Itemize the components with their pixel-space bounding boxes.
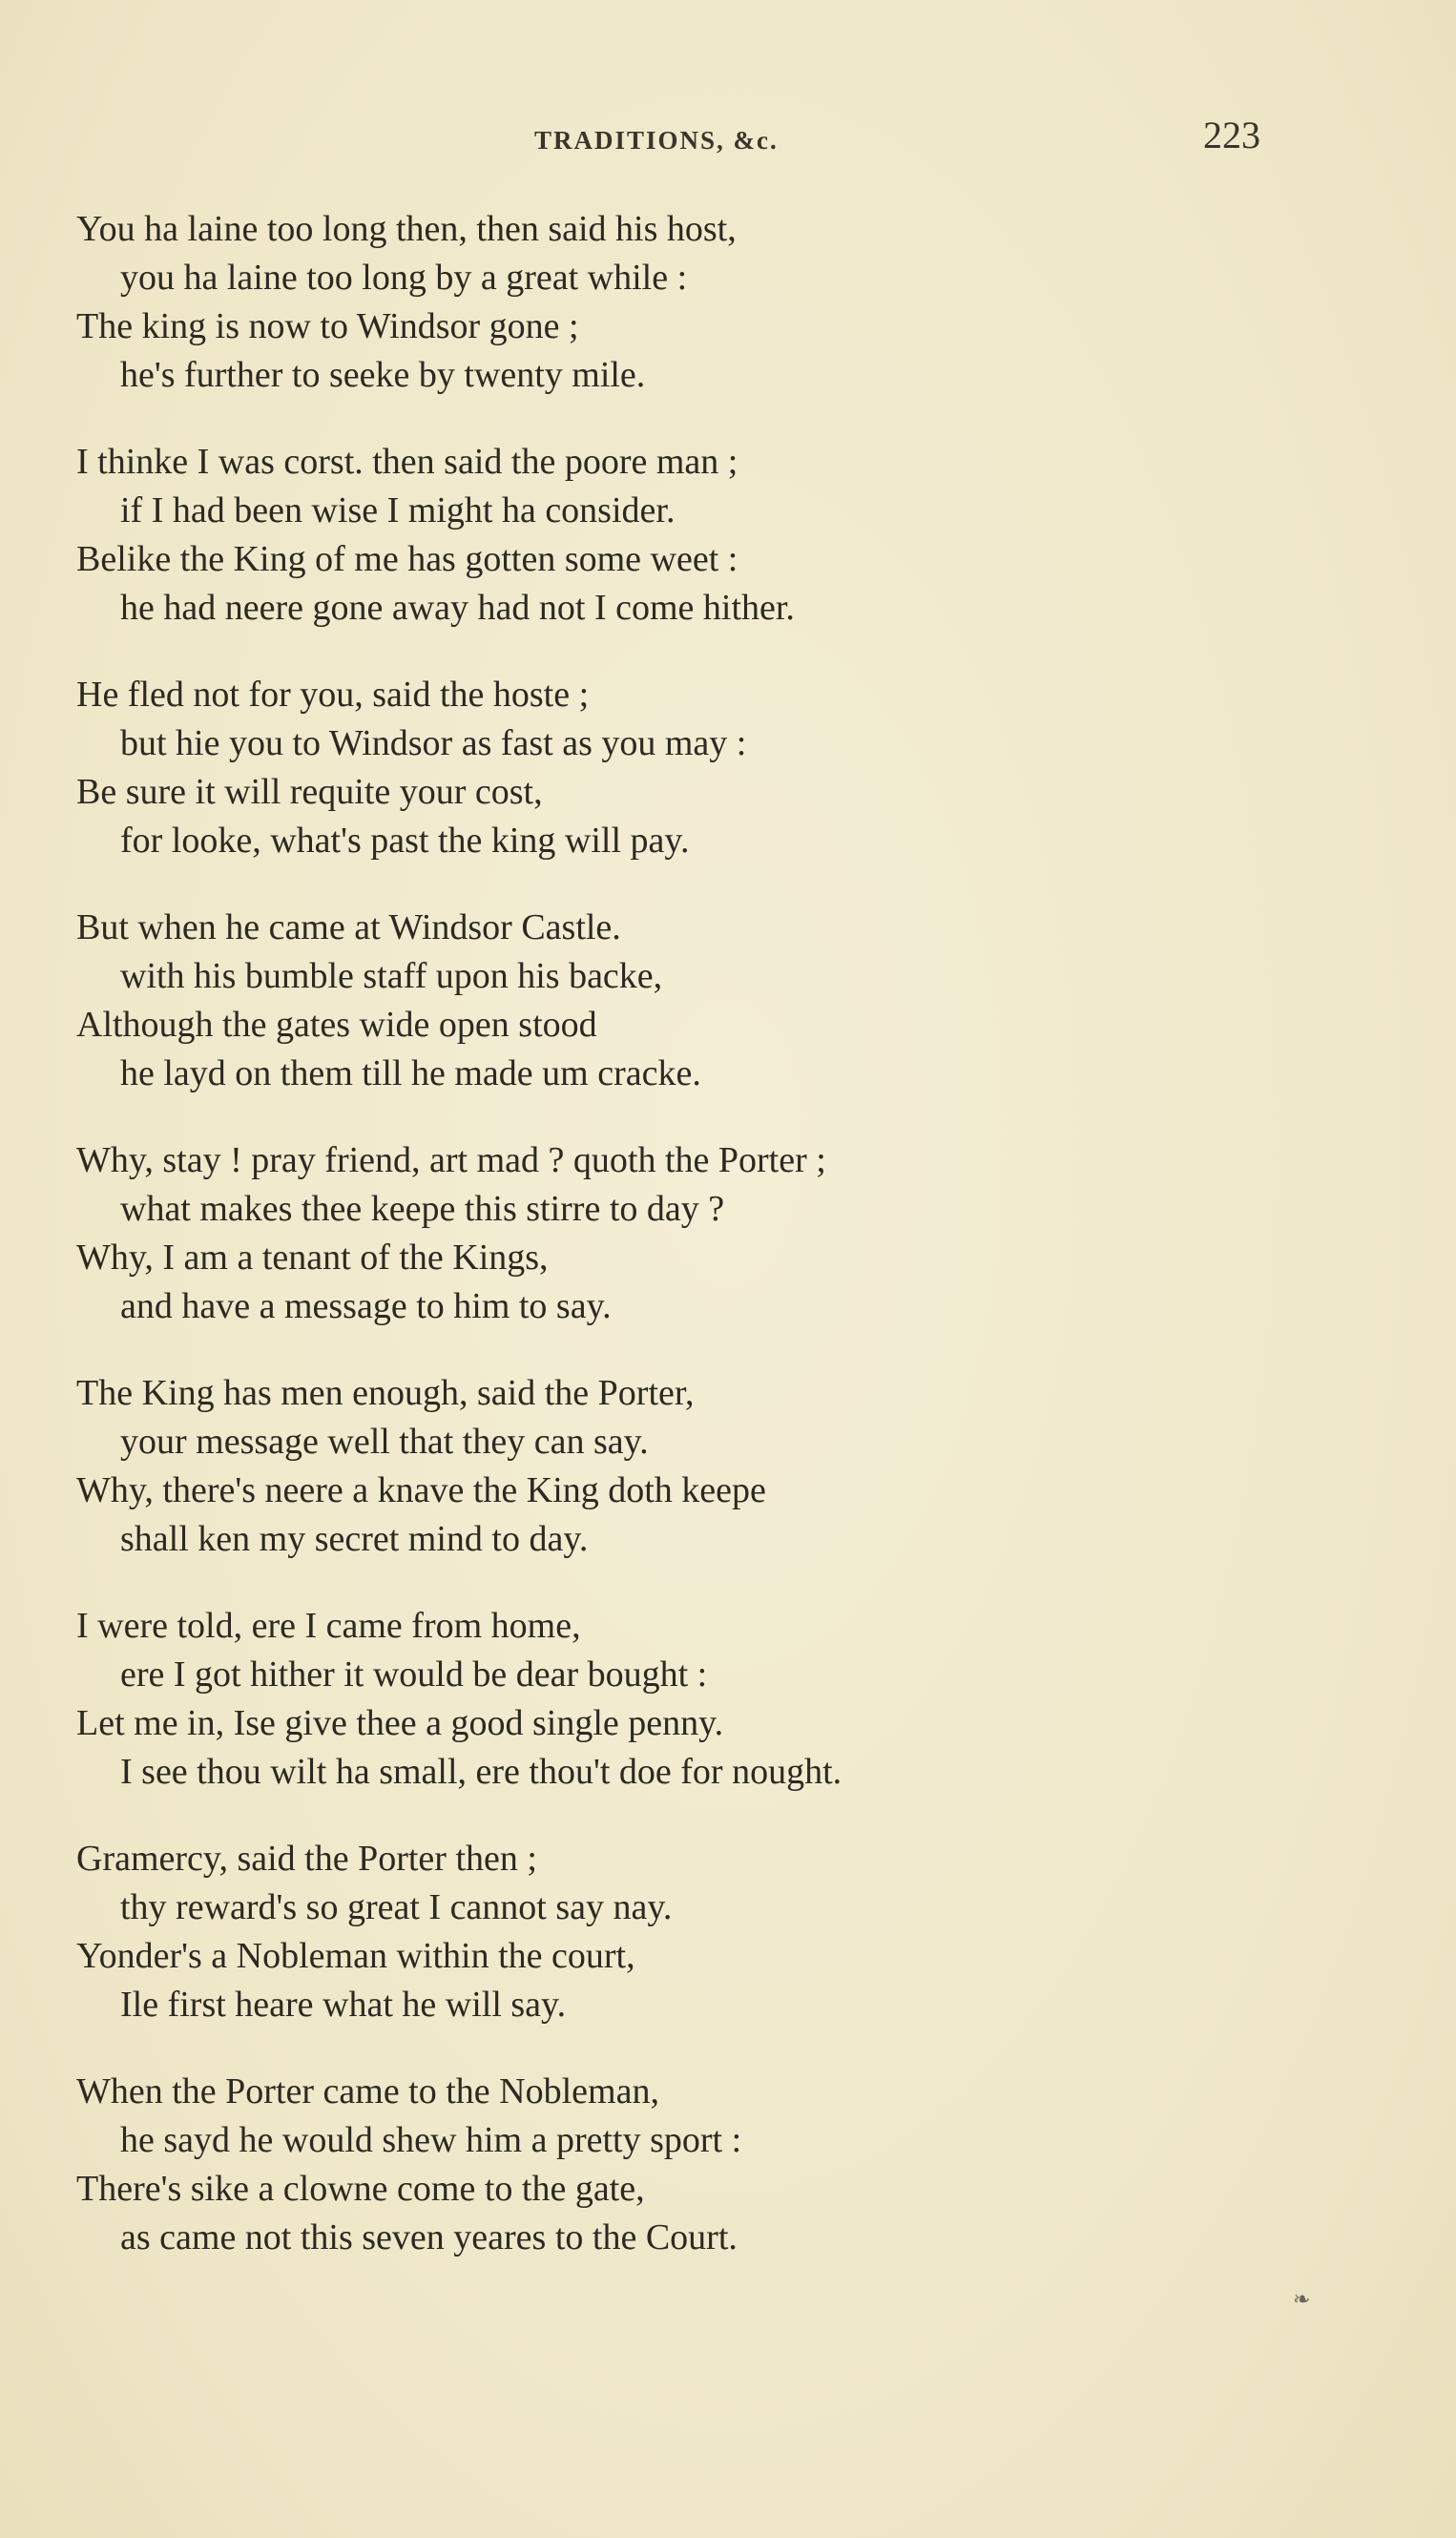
verse-line: You ha laine too long then, then said his host,: [76, 209, 737, 249]
verse-line: Gramercy, said the Porter then ;: [76, 1839, 537, 1879]
stanza: [76, 438, 1317, 633]
verse-line: but hie you to Windsor as fast as you may :: [120, 723, 747, 763]
verse-line: as came not this seven yeares to the Court.: [120, 2217, 738, 2257]
verse-line: I were told, ere I came from home,: [76, 1606, 581, 1646]
stanza: [76, 671, 1317, 865]
verse-line: Belike the King of me has gotten some weet :: [76, 539, 738, 579]
stanza: [76, 2068, 1317, 2262]
verse-line: The king is now to Windsor gone ;: [76, 306, 579, 346]
verse-line: Why, I am a tenant of the Kings,: [76, 1238, 549, 1278]
verse-line: he had neere gone away had not I come hither.: [120, 588, 795, 628]
verse-line: But when he came at Windsor Castle.: [76, 907, 621, 947]
stanza: [76, 904, 1317, 1098]
verse-line: if I had been wise I might ha consider.: [120, 490, 676, 530]
verse-line: He fled not for you, said the hoste ;: [76, 675, 590, 715]
verse-line: I thinke I was corst. then said the poore man ;: [76, 442, 738, 482]
verse-line: ere I got hither it would be dear bought :: [120, 1654, 708, 1695]
verse-line: and have a message to him to say.: [120, 1286, 612, 1326]
verse-line: he sayd he would shew him a pretty sport :: [120, 2120, 742, 2160]
stanza: [76, 1136, 1317, 1331]
verse-line: Yonder's a Nobleman within the court,: [76, 1936, 635, 1976]
verse-line: what makes thee keepe this stirre to day ?: [120, 1189, 725, 1229]
verse-line: The King has men enough, said the Porter,: [76, 1373, 695, 1413]
verse-line: Why, stay ! pray friend, art mad ? quoth the Porter ;: [76, 1140, 826, 1180]
page-header: [0, 113, 1456, 170]
verse-line: shall ken my secret mind to day.: [120, 1519, 589, 1559]
verse-line: Ile first heare what he will say.: [120, 1985, 567, 2025]
verse-line: Although the gates wide open stood: [76, 1005, 597, 1045]
fleuron-icon: ❧: [1293, 2288, 1311, 2312]
verse-line: There's sike a clowne come to the gate,: [76, 2169, 645, 2209]
verse-line: you ha laine too long by a great while :: [120, 258, 688, 298]
verse-line: he's further to seeke by twenty mile.: [120, 355, 646, 395]
stanza: [76, 1369, 1317, 1564]
verse-line: with his bumble staff upon his backe,: [120, 956, 663, 996]
stanza: [76, 1835, 1317, 2029]
verse-line: thy reward's so great I cannot say nay.: [120, 1887, 673, 1927]
verse-line: Why, there's neere a knave the King doth keepe: [76, 1470, 766, 1510]
stanza: [76, 205, 1317, 400]
running-title: TRADITIONS, &c.: [534, 126, 779, 155]
verse-line: for looke, what's past the king will pay.: [120, 821, 690, 861]
verse-line: When the Porter came to the Nobleman,: [76, 2071, 659, 2112]
stanza: [76, 1602, 1317, 1797]
verse-line: he layd on them till he made um cracke.: [120, 1053, 701, 1093]
page-number: 223: [1203, 114, 1260, 156]
verse-line: your message well that they can say.: [120, 1422, 649, 1462]
verse-line: Let me in, Ise give thee a good single penny.: [76, 1703, 724, 1743]
verse-line: I see thou wilt ha small, ere thou't doe for nought.: [120, 1752, 842, 1792]
verse-line: Be sure it will requite your cost,: [76, 772, 543, 812]
poem-body: [76, 205, 1317, 2300]
